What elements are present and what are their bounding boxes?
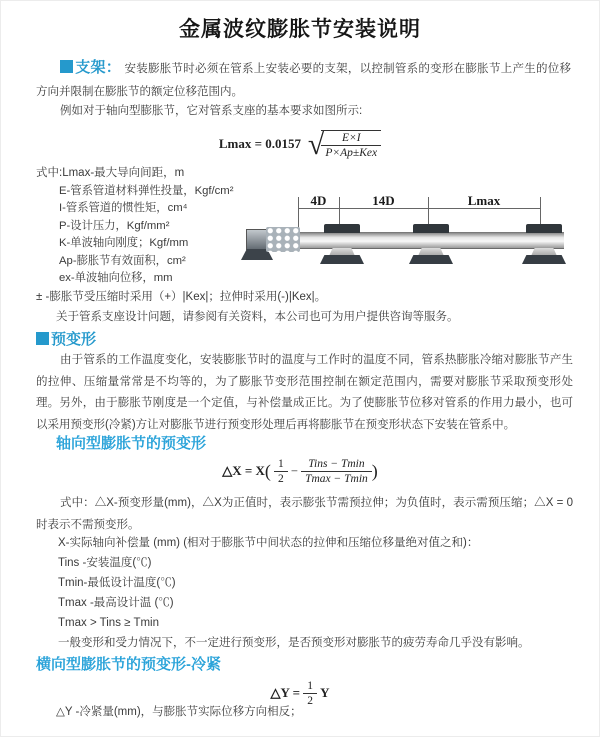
support-clamp [526,224,562,233]
support-clamp [413,224,449,233]
definition-list [59,183,233,287]
definition-item: P-设计压力，Kgf/mm² [59,219,170,232]
predeform-heading-text: 预变形 [51,331,97,348]
subheading-axial: 轴向型膨胀节的预变形 [56,435,207,452]
frac-num: 1 [303,679,317,694]
definition-item: E-管系管道材料弹性投量，Kgf/cm² [59,185,234,197]
frac-den: 2 [307,695,313,708]
formula-lmax-lhs: Lmax = 0.0157 [218,136,302,151]
axial-item-list [58,533,530,653]
definition-item: I-管系管道的惯性矩，cm⁴ [59,202,188,215]
formula-axial-lhs: △X = X [222,462,265,478]
formula-lmax-root [321,130,381,161]
guide-support [409,224,453,264]
frac-den: Tmax − Tmin [305,473,368,486]
lateral-explain-line: △Y -冷紧量(mm)，与膨胀节实际位移方向相反； [56,706,302,718]
dim-label-14d: 14D [372,193,395,208]
section-heading-support: 支架： [75,59,122,76]
formula-lateral-frac [303,679,317,709]
bellows-expansion-joint [266,227,300,252]
pipe-support-diagram [244,193,579,269]
close-paren: ) [371,460,378,481]
definition-item: K-单波轴向刚度；Kgf/mm [59,237,189,250]
frac-num: 1 [274,457,288,472]
axial-item: X-实际轴向补偿量 (mm) (相对于膨胀节中间状态的拉伸和压缩位移量绝对值之和)： [58,537,479,549]
open-paren: ( [264,460,271,481]
formula-axial-frac-temp [301,457,372,487]
formula-lmax-fraction [321,131,381,161]
plus-minus-note: ± -膨胀节受压缩时采用（+）|Kex|；拉伸时采用(-)|Kex|。 [36,291,327,303]
support-intro-paragraph [36,57,571,103]
radical-sign: √ [307,128,325,161]
predeform-paragraph: 由于管系的工作温度变化，安装膨胀节时的温度与工作时的温度不同，管系热膨胀冷缩对膨胀节产生的拉伸、压缩量常常是不均等的，为了膨胀节变形范围控制在额定范围内，需要对膨胀节采取预变形处理。另外，由于膨胀节刚度是一个定值，与补偿量成正比。为了使膨胀节位移对管系的作用力最小，也可以采用预变形(冷紧)方让对膨胀节进行预变形处理后再将膨胀节在预变形状态下安装在管系中。 [36,354,573,431]
frac-num: Tins − Tmin [301,457,372,472]
formula-lateral-rhs: Y [320,684,330,700]
formula-axial-frac-half [274,457,288,487]
definition-item: ex-单波轴向位移，mm [59,271,173,284]
definition-item: Ap-膨胀节有效面积，cm² [59,254,186,267]
dim-label-lmax: Lmax [467,193,501,208]
axial-item: 一般变形和受力情况下，不一定进行预变形，是否预变形对膨胀节的疲劳寿命几乎没有影响。 [58,637,530,649]
support-saddle [531,248,557,256]
formula-lmax [1,128,599,162]
axial-item: Tins -安装温度(℃) [58,557,152,569]
support-intro-text: 安装膨胀节时必须在管系上安装必要的支架，以控制管系的变形在膨胀节上产生的位移方向并限制在膨胀节的额定位移范围内。 [36,63,571,98]
support-saddle [418,248,444,256]
axial-explain-paragraph: 式中：△X-预变形量(mm)，△X为正值时，表示膨张节需预拉伸；为负值时，表示需预压缩；△X = 0时表示不需预变形。 [36,497,573,531]
frac-den: 2 [278,473,284,486]
support-foot [320,255,364,264]
minus-sign: − [290,463,298,478]
support-example-line: 例如对于轴向型膨胀节，它对管系支座的基本要求如图所示: [60,105,363,117]
formula-lmax-denominator: P×Ap±Kex [321,145,381,160]
blue-square-bullet-icon [36,332,49,345]
blue-square-bullet-icon [60,60,73,73]
guide-support [320,224,364,264]
support-foot [522,255,566,264]
support-clamp [324,224,360,233]
axial-item: Tmax > Tins ≥ Tmin [58,617,159,629]
page-title: 金属波纹膨胀节安装说明 [179,18,421,41]
formula-lateral-lhs: △Y = [270,684,301,700]
support-saddle [329,248,355,256]
formula-lmax-numerator: E×I [341,131,361,144]
axial-item: Tmax -最高设计温 (℃) [58,597,174,609]
guide-support [522,224,566,264]
subheading-lateral: 横向型膨胀节的预变形-冷紧 [36,656,221,673]
formula-axial [1,457,599,487]
where-label: 式中:Lmax-最大导向间距，m [36,167,185,179]
dim-label-4d: 4D [310,193,327,208]
section-heading-predeform [36,328,96,349]
axial-item: Tmin-最低设计温度(℃) [58,577,176,589]
support-foot [409,255,453,264]
anchor-support [246,229,268,250]
support-note: 关于管系支座设计问题，请参阅有关资料，本公司也可为用户提供咨询等服务。 [56,311,459,323]
